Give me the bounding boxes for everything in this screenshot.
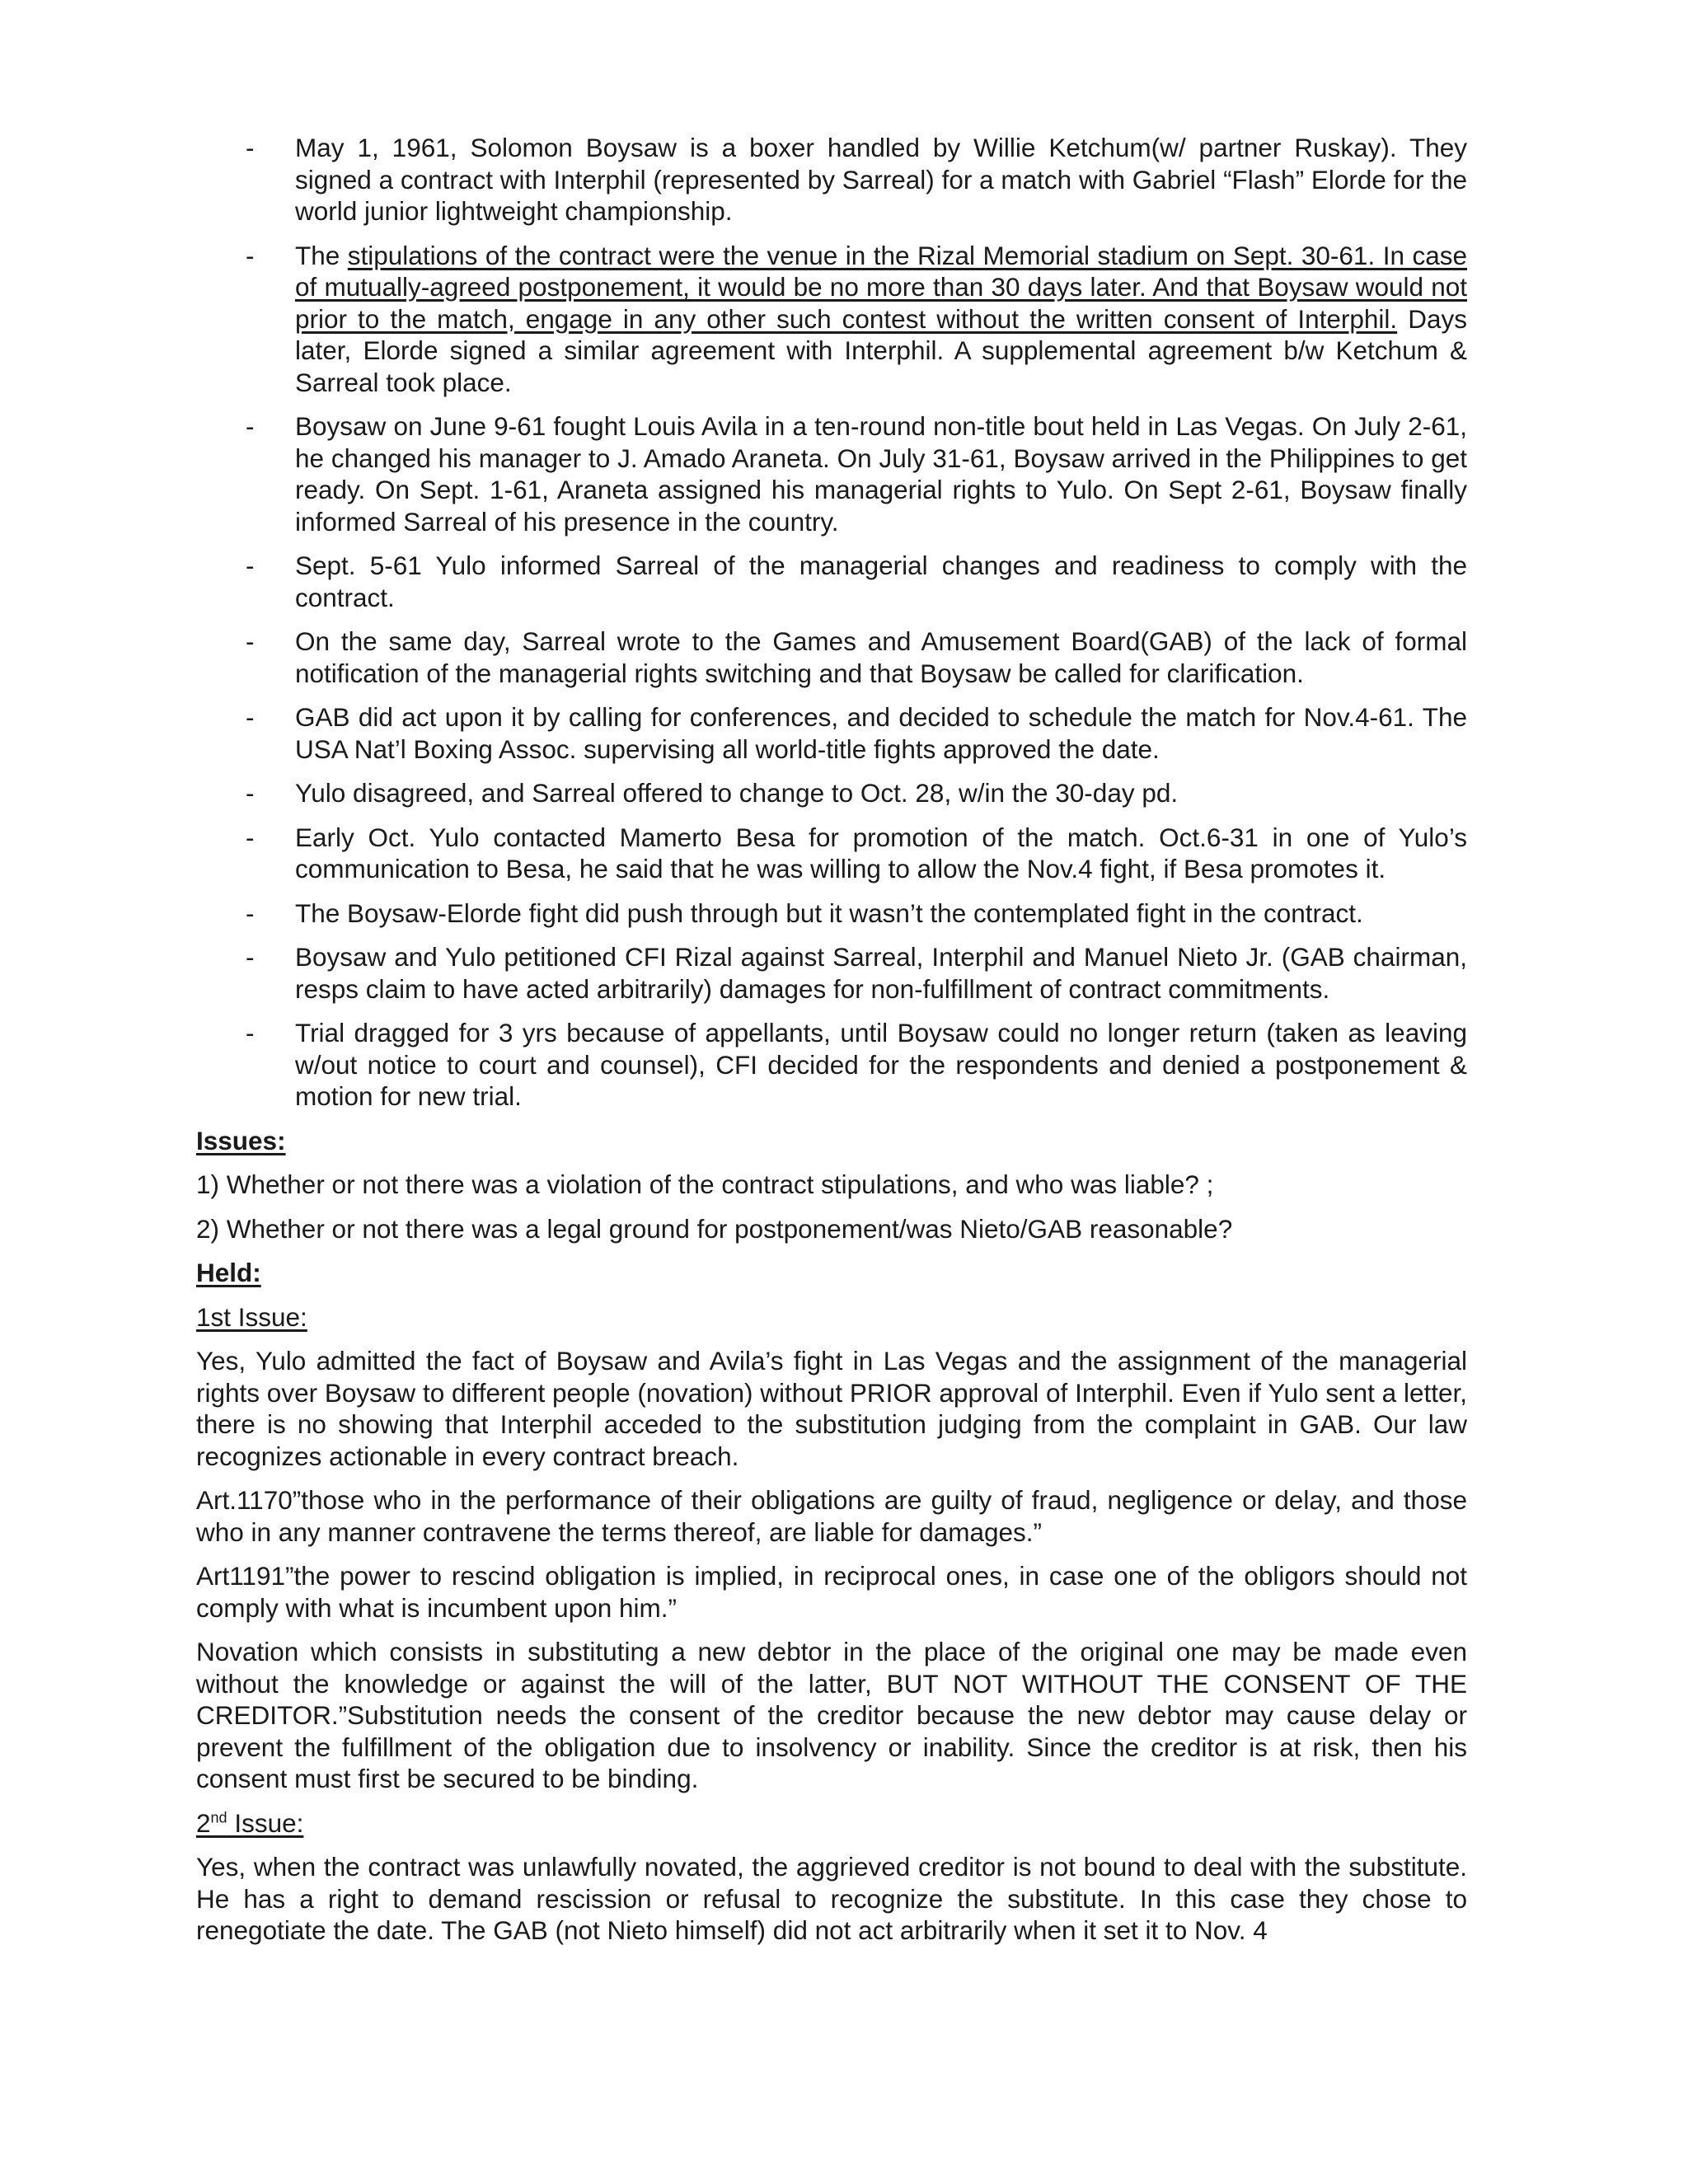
list-item [196, 941, 1467, 1005]
dash-bullet: - [246, 626, 255, 656]
fact-text: May 1, 1961, Solomon Boysaw is a boxer handled by Willie Ketchum(w/ partner Ruskay). They signed a contract with Interphil (represented by Sarreal) for a match with Gabriel “Flash” Elorde for the world junior lightweight championship. [295, 133, 1467, 226]
fact-text: GAB did act upon it by calling for conferences, and decided to schedule the match for Nov.4-61. The USA Nat’l Boxing Assoc. supervising all world-title fights approved the date. [295, 702, 1467, 764]
list-item [196, 701, 1467, 765]
fact-text: On the same day, Sarreal wrote to the Games and Amusement Board(GAB) of the lack of formal notification of the managerial rights switching and that Boysaw be called for clarification. [295, 626, 1467, 688]
novation-paragraph: Novation which consists in substituting a new debtor in the place of the original one may be made even without the knowledge or against the will of the latter, BUT NOT WITHOUT THE CONSENT OF THE CREDITOR.”Substitution needs the consent of the creditor because the new debtor may cause delay or prevent the fulfillment of the obligation due to insolvency or inability. Since the creditor is at risk, then his consent must first be secured to be binding. [196, 1637, 1467, 1793]
document-page [196, 132, 1467, 1959]
fact-text: Boysaw and Yulo petitioned CFI Rizal against Sarreal, Interphil and Manuel Nieto Jr. (GAB chairman, resps claim to have acted arbitrarily) damages for non-fulfillment of contract commitments. [295, 942, 1467, 1004]
list-item [196, 626, 1467, 689]
held-heading: Held: [196, 1258, 261, 1287]
second-issue-label [196, 1807, 1467, 1840]
ruling-paragraph: Yes, Yulo admitted the fact of Boysaw and Avila’s fight in Las Vegas and the assignment of the managerial rights over Boysaw to different people (novation) without PRIOR approval of Interphil. Even if Yulo sent a letter, there is no showing that Interphil acceded to the substitution judging from the complaint in GAB. Our law recognizes actionable in every contract breach. [196, 1346, 1467, 1471]
fact-text-post: Days later, Elorde signed a similar agreement with Interphil. A supplemental agreement b/w Ketchum & Sarreal took place. [295, 303, 1467, 397]
dash-bullet: - [246, 822, 255, 852]
article-1170-quote: Art.1170”those who in the performance of their obligations are guilty of fraud, negligence or delay, and those who in any manner contravene the terms thereof, are liable for damages.” [196, 1485, 1467, 1547]
second-issue-number: 2 [196, 1807, 211, 1838]
list-item [196, 410, 1467, 537]
list-item [196, 240, 1467, 399]
fact-text: Yulo disagreed, and Sarreal offered to change to Oct. 28, w/in the 30-day pd. [295, 778, 1179, 808]
fact-text: Trial dragged for 3 yrs because of appellants, until Boysaw could no longer return (taken as leaving w/out notice to court and counsel), CFI decided for the respondents and denied a postponement & motion for new trial. [295, 1018, 1467, 1111]
issue-item: 1) Whether or not there was a violation of the contract stipulations, and who was liable? ; [196, 1169, 1214, 1199]
dash-bullet: - [246, 898, 255, 928]
list-item [196, 550, 1467, 613]
underlined-stipulations: stipulations of the contract were the venue in the Rizal Memorial stadium on Sept. 30-61. In case of mutually-agreed postponement, it would be no more than 30 days later. And that Boysaw would not prior to the match, engage in any other such contest without the written consent of Interphil. [295, 240, 1467, 334]
fact-text: Early Oct. Yulo contacted Mamerto Besa for promotion of the match. Oct.6-31 in one of Yulo’s communication to Besa, he said that he was willing to allow the Nov.4 fight, if Besa promotes it. [295, 822, 1467, 883]
facts-list [196, 132, 1467, 1113]
first-issue-label: 1st Issue: [196, 1301, 307, 1332]
dash-bullet: - [246, 702, 255, 732]
list-item [196, 132, 1467, 227]
ruling-paragraph: Yes, when the contract was unlawfully novated, the aggrieved creditor is not bound to deal with the substitute. He has a right to demand rescission or refusal to recognize the substitute. In this case they chose to renegotiate the date. The GAB (not Nieto himself) did not act arbitrarily when it set it to Nov. 4 [196, 1852, 1467, 1945]
list-item [196, 898, 1467, 930]
fact-text-pre: The [295, 240, 348, 270]
fact-text: The Boysaw-Elorde fight did push through but it wasn’t the contemplated fight in the contract. [295, 898, 1363, 928]
second-issue-ordinal: nd [210, 1809, 227, 1825]
dash-bullet: - [246, 778, 255, 808]
dash-bullet: - [246, 411, 255, 441]
list-item [196, 777, 1467, 809]
dash-bullet: - [246, 551, 255, 580]
list-item [196, 822, 1467, 885]
article-1191-quote: Art1191”the power to rescind obligation is implied, in reciprocal ones, in case one of the obligors should not comply with what is incumbent upon him.” [196, 1561, 1467, 1623]
list-item [196, 1017, 1467, 1113]
dash-bullet: - [246, 1018, 255, 1047]
fact-text: Boysaw on June 9-61 fought Louis Avila in a ten-round non-title bout held in Las Vegas. On July 2-61, he changed his manager to J. Amado Araneta. On July 31-61, Boysaw arrived in the Philippines to get ready. On Sept. 1-61, Araneta assigned his managerial rights to Yulo. On Sept 2-61, Boysaw finally informed Sarreal of his presence in the country. [295, 411, 1467, 537]
second-issue-text: Issue: [227, 1807, 304, 1838]
fact-text: Sept. 5-61 Yulo informed Sarreal of the managerial changes and readiness to comply with the contract. [295, 551, 1467, 612]
dash-bullet: - [246, 942, 255, 972]
dash-bullet: - [246, 240, 255, 270]
issue-item: 2) Whether or not there was a legal ground for postponement/was Nieto/GAB reasonable? [196, 1213, 1233, 1244]
dash-bullet: - [246, 133, 255, 162]
issues-heading: Issues: [196, 1125, 286, 1155]
